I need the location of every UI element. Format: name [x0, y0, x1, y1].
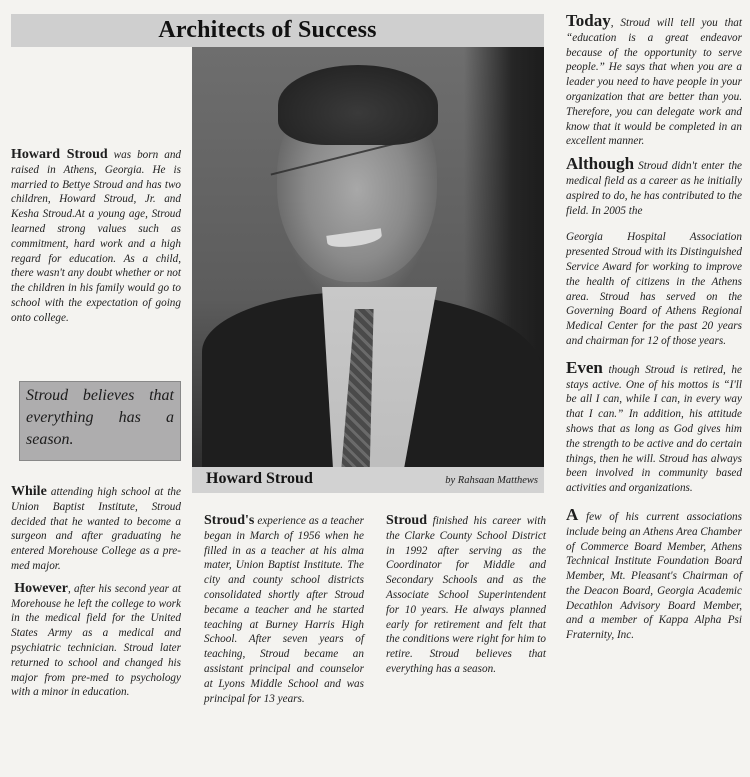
left-column-education — [11, 485, 181, 708]
photo-caption — [192, 467, 544, 493]
middle-column-teaching — [204, 514, 364, 714]
caption-name: Howard Stroud — [206, 470, 313, 487]
paragraph-today: Today, Stroud will tell you that “education is a great endeavor because of the opportunity to serve people.” He says that when you are a leader you need to have people in your organization that are better than you. Therefore, you can delegate work and know that it would be completed in an excellent manner. — [566, 11, 742, 148]
paragraph-birth: Howard Stroud was born and raised in Athens, Georgia. He is married to Bettye Stroud and has two children, Howard Stroud, Jr. and Kesha Stroud.At a young age, Stroud learned strong values such as commitment, hard work and a high regard for education. As a child, there wasn't any doubt whether or not the children in his family would go to school with the expectation of going onto college. — [11, 147, 182, 324]
paragraph-although: Although Stroud didn't enter the medical field as a career as he initially aspired to do, he has contributed to the field. In 2005 the — [566, 154, 742, 217]
photo-hair — [278, 65, 438, 145]
paragraph-award: Georgia Hospital Association presented Stroud with its Distinguished Service Award for working to improve the health of citizens in the Athens area. Stroud has served on the Governing Board of Athens Regional Medical Center for the past 20 years and chairman for 12 of those years. — [566, 231, 742, 347]
paragraph-high-school: While attending high school at the Union Baptist Institute, Stroud decided that he wanted to become a surgeon and after graduating he entered Morehouse College as a pre-med major. — [11, 484, 181, 572]
page-title: Architects of Success — [158, 17, 377, 43]
pull-quote: Stroud believes that everything has a season. — [19, 381, 181, 461]
paragraph-even: Even though Stroud is retired, he stays active. One of his mottos is “I'll be all I can, while I can, in every way that I can.” In addition, his attitude shows that as long as God gives him the strength to be active and do certain things, then he will. Stroud has always been involved in community based activities and organizations. — [566, 357, 742, 495]
paragraph-associations: A few of his current associations include being an Athens Area Chamber of Commerce Board Member, Athens Technical Institute Foundation Board Member, Mt. Pleasant's Chairman of the Deacon Board, Georgia Academic Decathlon Advisory Board Member, and a member of Kappa Alpha Psi Fraternity, Inc. — [566, 504, 742, 642]
paragraph-army: However, after his second year at Morehouse he left the college to work in the medical field for the United States Army as a medical and psychiatric technician. Stroud later returned to school and changed his major from pre-med to psychology with a minor in education. — [11, 580, 182, 699]
left-column-intro — [11, 148, 181, 334]
paragraph-teaching: Stroud's experience as a teacher began in March of 1956 when he filled in as a teacher at his alma mater, Union Baptist Institute. The city and county school districts consolidated shortly after Stroud became a teacher and he started teaching at Burney Harris High School. After seven years of teaching, Stroud became an assistant principal and counselor at Lyons Middle School and was principal for 13 years. — [204, 513, 364, 705]
portrait-photo — [192, 47, 544, 467]
author-byline: by Rahsaan Matthews — [445, 475, 538, 486]
right-column — [566, 11, 742, 651]
paragraph-retirement: Stroud finished his career with the Clarke County School District in 1992 after serving as the Coordinator for Middle and Secondary Schools and as the Associate School Superintendent for 10 years. He always planned early for retirement and felt that the conditions were right for him to retire. Stroud believes that everything has a season. — [386, 513, 546, 675]
middle-column-career — [386, 514, 546, 685]
title-banner — [11, 14, 544, 47]
